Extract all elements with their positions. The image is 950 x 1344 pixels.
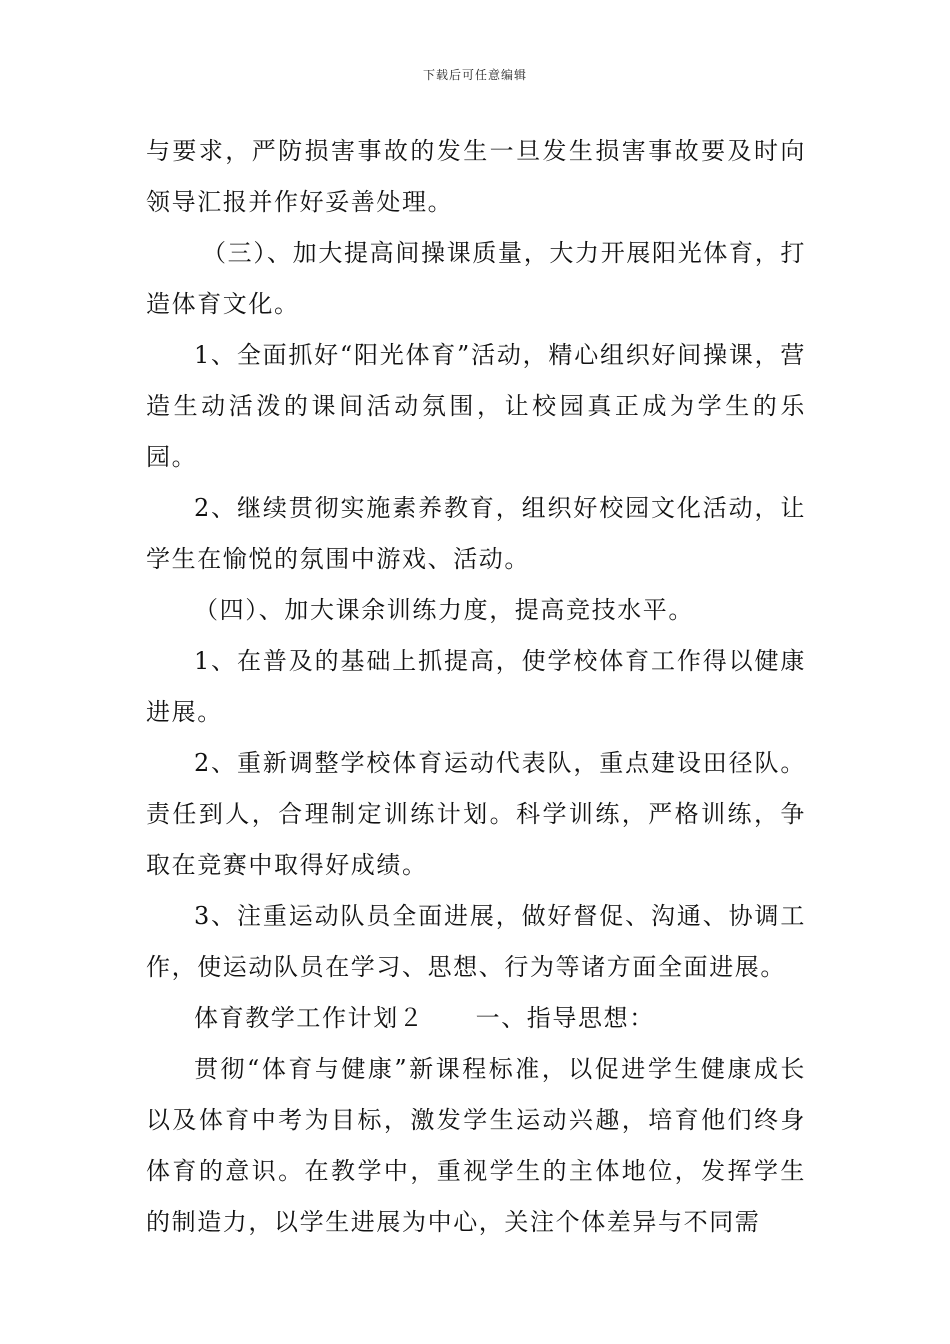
page-header-note: 下载后可任意编辑 bbox=[422, 68, 527, 82]
plan-title-line: 体育教学工作计划２ 一、指导思想： bbox=[194, 1004, 655, 1032]
paragraph-item: 2、继续贯彻实施素养教育，组织好校园文化活动，让学生在愉悦的氛围中游戏、活动。 bbox=[146, 494, 806, 573]
paragraph-item: 3、注重运动队员全面进展，做好督促、沟通、协调工作，使运动队员在学习、思想、行为等诸方面全面进展。 bbox=[146, 902, 806, 981]
paragraph-item: 1、全面抓好“阳光体育”活动，精心组织好间操课，营造生动活泼的课间活动氛围，让校园真正成为学生的乐园。 bbox=[146, 341, 806, 471]
section-heading-4: （四）、加大课余训练力度，提高竞技水平。 bbox=[194, 596, 694, 624]
document-body bbox=[146, 126, 806, 1248]
paragraph-continuation: 与要求，严防损害事故的发生一旦发生损害事故要及时向领导汇报并作好妥善处理。 bbox=[146, 137, 806, 216]
paragraph-item: 1、在普及的基础上抓提高，使学校体育工作得以健康进展。 bbox=[146, 647, 806, 726]
paragraph-item: 贯彻“体育与健康”新课程标准，以促进学生健康成长以及体育中考为目标，激发学生运动兴趣，培育他们终身体育的意识。在教学中，重视学生的主体地位，发挥学生的制造力，以学生进展为中心，关注个体差异与不同需 bbox=[146, 1055, 806, 1236]
section-heading-3: （三）、加大提高间操课质量，大力开展阳光体育，打造体育文化。 bbox=[146, 239, 806, 318]
paragraph-item: 2、重新调整学校体育运动代表队，重点建设田径队。责任到人，合理制定训练计划。科学训练，严格训练，争取在竞赛中取得好成绩。 bbox=[146, 749, 806, 879]
